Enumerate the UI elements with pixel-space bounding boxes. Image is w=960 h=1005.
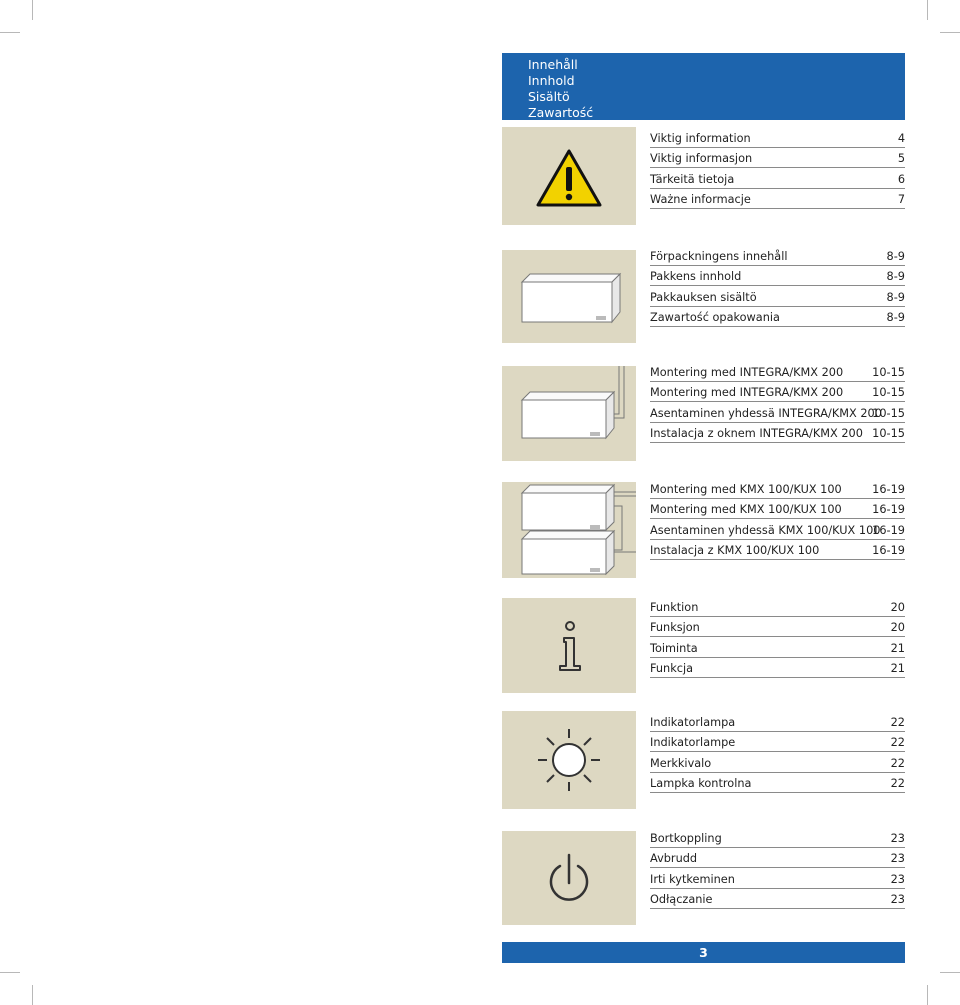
crop-mark — [0, 972, 20, 973]
toc-entry[interactable]: Instalacja z oknem INTEGRA/KMX 200 10-15 — [650, 423, 905, 444]
toc-section-package — [502, 245, 905, 343]
warning-triangle-icon — [502, 127, 636, 225]
toc-section-indicator — [502, 711, 905, 809]
info-icon — [502, 598, 636, 693]
toc-header — [502, 53, 905, 120]
page-number: 3 — [699, 945, 708, 960]
toc-entry[interactable]: Indikatorlampe 22 — [650, 732, 905, 753]
toc-entry[interactable]: Pakkauksen sisältö 8-9 — [650, 286, 905, 307]
header-title-no: Innhold — [528, 73, 575, 88]
toc-entry[interactable]: Förpackningens innehåll 8-9 — [650, 245, 905, 266]
power-icon — [502, 831, 636, 925]
toc-entry[interactable]: Avbrudd 23 — [650, 848, 905, 869]
toc-entry[interactable]: Irti kytkeminen 23 — [650, 868, 905, 889]
toc-entry[interactable]: Montering med INTEGRA/KMX 200 10-15 — [650, 382, 905, 403]
toc-entry[interactable]: Funksjon 20 — [650, 617, 905, 638]
toc-entries — [650, 127, 905, 209]
toc-section-important — [502, 127, 905, 225]
toc-entry[interactable]: Tärkeitä tietoja 6 — [650, 168, 905, 189]
toc-entry[interactable]: Montering med INTEGRA/KMX 200 10-15 — [650, 361, 905, 382]
toc-entry[interactable]: Instalacja z KMX 100/KUX 100 16-19 — [650, 540, 905, 561]
heater-unit-icon — [502, 250, 636, 343]
toc-entries — [650, 711, 905, 793]
toc-entry[interactable]: Montering med KMX 100/KUX 100 16-19 — [650, 499, 905, 520]
crop-mark — [927, 985, 928, 1005]
toc-entry[interactable]: Lampka kontrolna 22 — [650, 773, 905, 794]
header-title-pl: Zawartość — [528, 105, 594, 120]
toc-entries — [650, 361, 905, 443]
stacked-heaters-icon — [502, 482, 636, 578]
toc-entry[interactable]: Merkkivalo 22 — [650, 752, 905, 773]
toc-entry[interactable]: Toiminta 21 — [650, 637, 905, 658]
crop-mark — [32, 0, 33, 20]
heater-wall-mount-icon — [502, 366, 636, 461]
toc-section-function — [502, 596, 905, 693]
toc-entry[interactable]: Odłączanie 23 — [650, 889, 905, 910]
toc-section-disconnect — [502, 827, 905, 925]
toc-entries — [650, 827, 905, 909]
crop-mark — [32, 985, 33, 1005]
header-title-sv: Innehåll — [528, 57, 578, 72]
crop-mark — [940, 972, 960, 973]
indicator-lamp-icon — [502, 711, 636, 809]
toc-entry[interactable]: Ważne informacje 7 — [650, 189, 905, 210]
toc-section-mount-kmx — [502, 478, 905, 578]
toc-entries — [650, 596, 905, 678]
toc-entry[interactable]: Funktion 20 — [650, 596, 905, 617]
crop-mark — [927, 0, 928, 20]
toc-entry[interactable]: Zawartość opakowania 8-9 — [650, 307, 905, 328]
toc-entry[interactable]: Viktig information 4 — [650, 127, 905, 148]
toc-entry[interactable]: Viktig informasjon 5 — [650, 148, 905, 169]
toc-entries — [650, 245, 905, 327]
toc-entry[interactable]: Funkcja 21 — [650, 658, 905, 679]
toc-entry[interactable]: Asentaminen yhdessä KMX 100/KUX 100 16-19 — [650, 519, 905, 540]
toc-entries — [650, 478, 905, 560]
toc-entry[interactable]: Indikatorlampa 22 — [650, 711, 905, 732]
page-number-bar — [502, 942, 905, 963]
toc-entry[interactable]: Pakkens innhold 8-9 — [650, 266, 905, 287]
header-title-fi: Sisältö — [528, 89, 570, 104]
toc-entry[interactable]: Asentaminen yhdessä INTEGRA/KMX 200 10-15 — [650, 402, 905, 423]
crop-mark — [940, 32, 960, 33]
toc-section-mount-integra — [502, 361, 905, 461]
toc-entry[interactable]: Bortkoppling 23 — [650, 827, 905, 848]
crop-mark — [0, 32, 20, 33]
toc-entry[interactable]: Montering med KMX 100/KUX 100 16-19 — [650, 478, 905, 499]
